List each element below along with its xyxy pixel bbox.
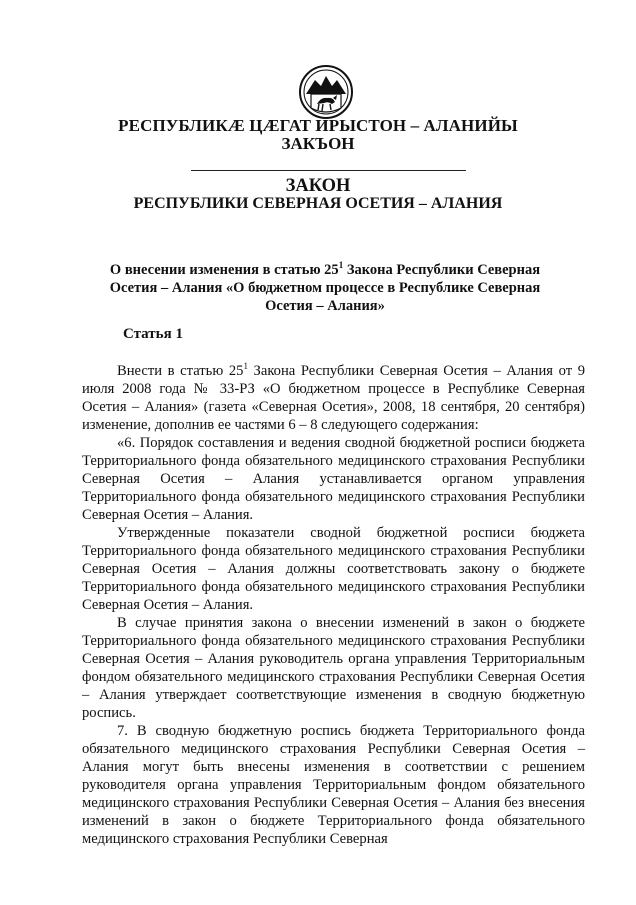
header-law-russian: ЗАКОН [285, 176, 351, 196]
paragraph-1-part-b: Закона Республики Северная Осетия – Алания от 9 июля 2008 года № 33-РЗ «О бюджетном процессе в Республике Северная Осетия – Алания» (газета «Северная Осетия», 2008, 18 сентября, 20 сентября) изменение, дополнив ее частями 6 – 8 следующего содержания: [82, 363, 585, 433]
paragraph-2: «6. Порядок составления и ведения сводной бюджетной росписи бюджета Территориального фонда обязательного медицинского страхования Республики Северная Осетия – Алания устанавливается органом управления Территориального фонда обязательного медицинского страхования Республики Северная Осетия – Алания. [82, 435, 585, 523]
coat-of-arms-emblem [297, 64, 355, 120]
law-title-superscript: 1 [338, 260, 344, 271]
law-title-part1: О внесении изменения в статью 25 [109, 262, 339, 278]
paragraph-1-part-a: Внести в статью 25 [117, 363, 244, 379]
law-title-part2: Закона Республики Северная Осетия – Алания «О бюджетном процессе в Республике Северная Осетия – Алания» [109, 262, 541, 314]
header-republic-russian: РЕСПУБЛИКИ СЕВЕРНАЯ ОСЕТИЯ – АЛАНИЯ [133, 195, 503, 212]
paragraph-5: 7. В сводную бюджетную роспись бюджета Территориального фонда обязательного медицинского страхования Республики Северная Осетия – Алания могут быть внесены изменения в соответствии с решением руководителя органа управления Территориальным фондом обязательного медицинского страхования Республики Северная Осетия – Алания без внесения изменений в закон о бюджете Территориального фонда обязательного медицинского страхования Республики Северная [82, 723, 585, 847]
paragraph-3: Утвержденные показатели сводной бюджетной росписи бюджета Территориального фонда обязательного медицинского страхования Республики Северная Осетия – Алания должны соответствовать закону о бюджете Территориального фонда обязательного медицинского страхования Республики Северная Осетия – Алания. [82, 525, 585, 613]
paragraph-1-superscript: 1 [243, 361, 248, 372]
law-title [90, 261, 560, 315]
header-divider [191, 170, 466, 171]
paragraph-1 [82, 362, 585, 434]
article-heading: Статья 1 [123, 326, 183, 342]
document-body [82, 362, 585, 848]
paragraph-4: В случае принятия закона о внесении изменений в закон о бюджете Территориального фонда обязательного медицинского страхования Республики Северная Осетия – Алания руководитель органа управления Территориальным фондом обязательного медицинского страхования Республики Северная Осетия – Алания утверждает соответствующие изменения в сводную бюджетную роспись. [82, 615, 585, 721]
header-law-ossetian: ЗАКЪОН [281, 134, 355, 153]
header-republic-ossetian: РЕСПУБЛИКӔ ЦӔГАТ ИРЫСТОН – АЛАНИЙЫ [118, 116, 518, 135]
